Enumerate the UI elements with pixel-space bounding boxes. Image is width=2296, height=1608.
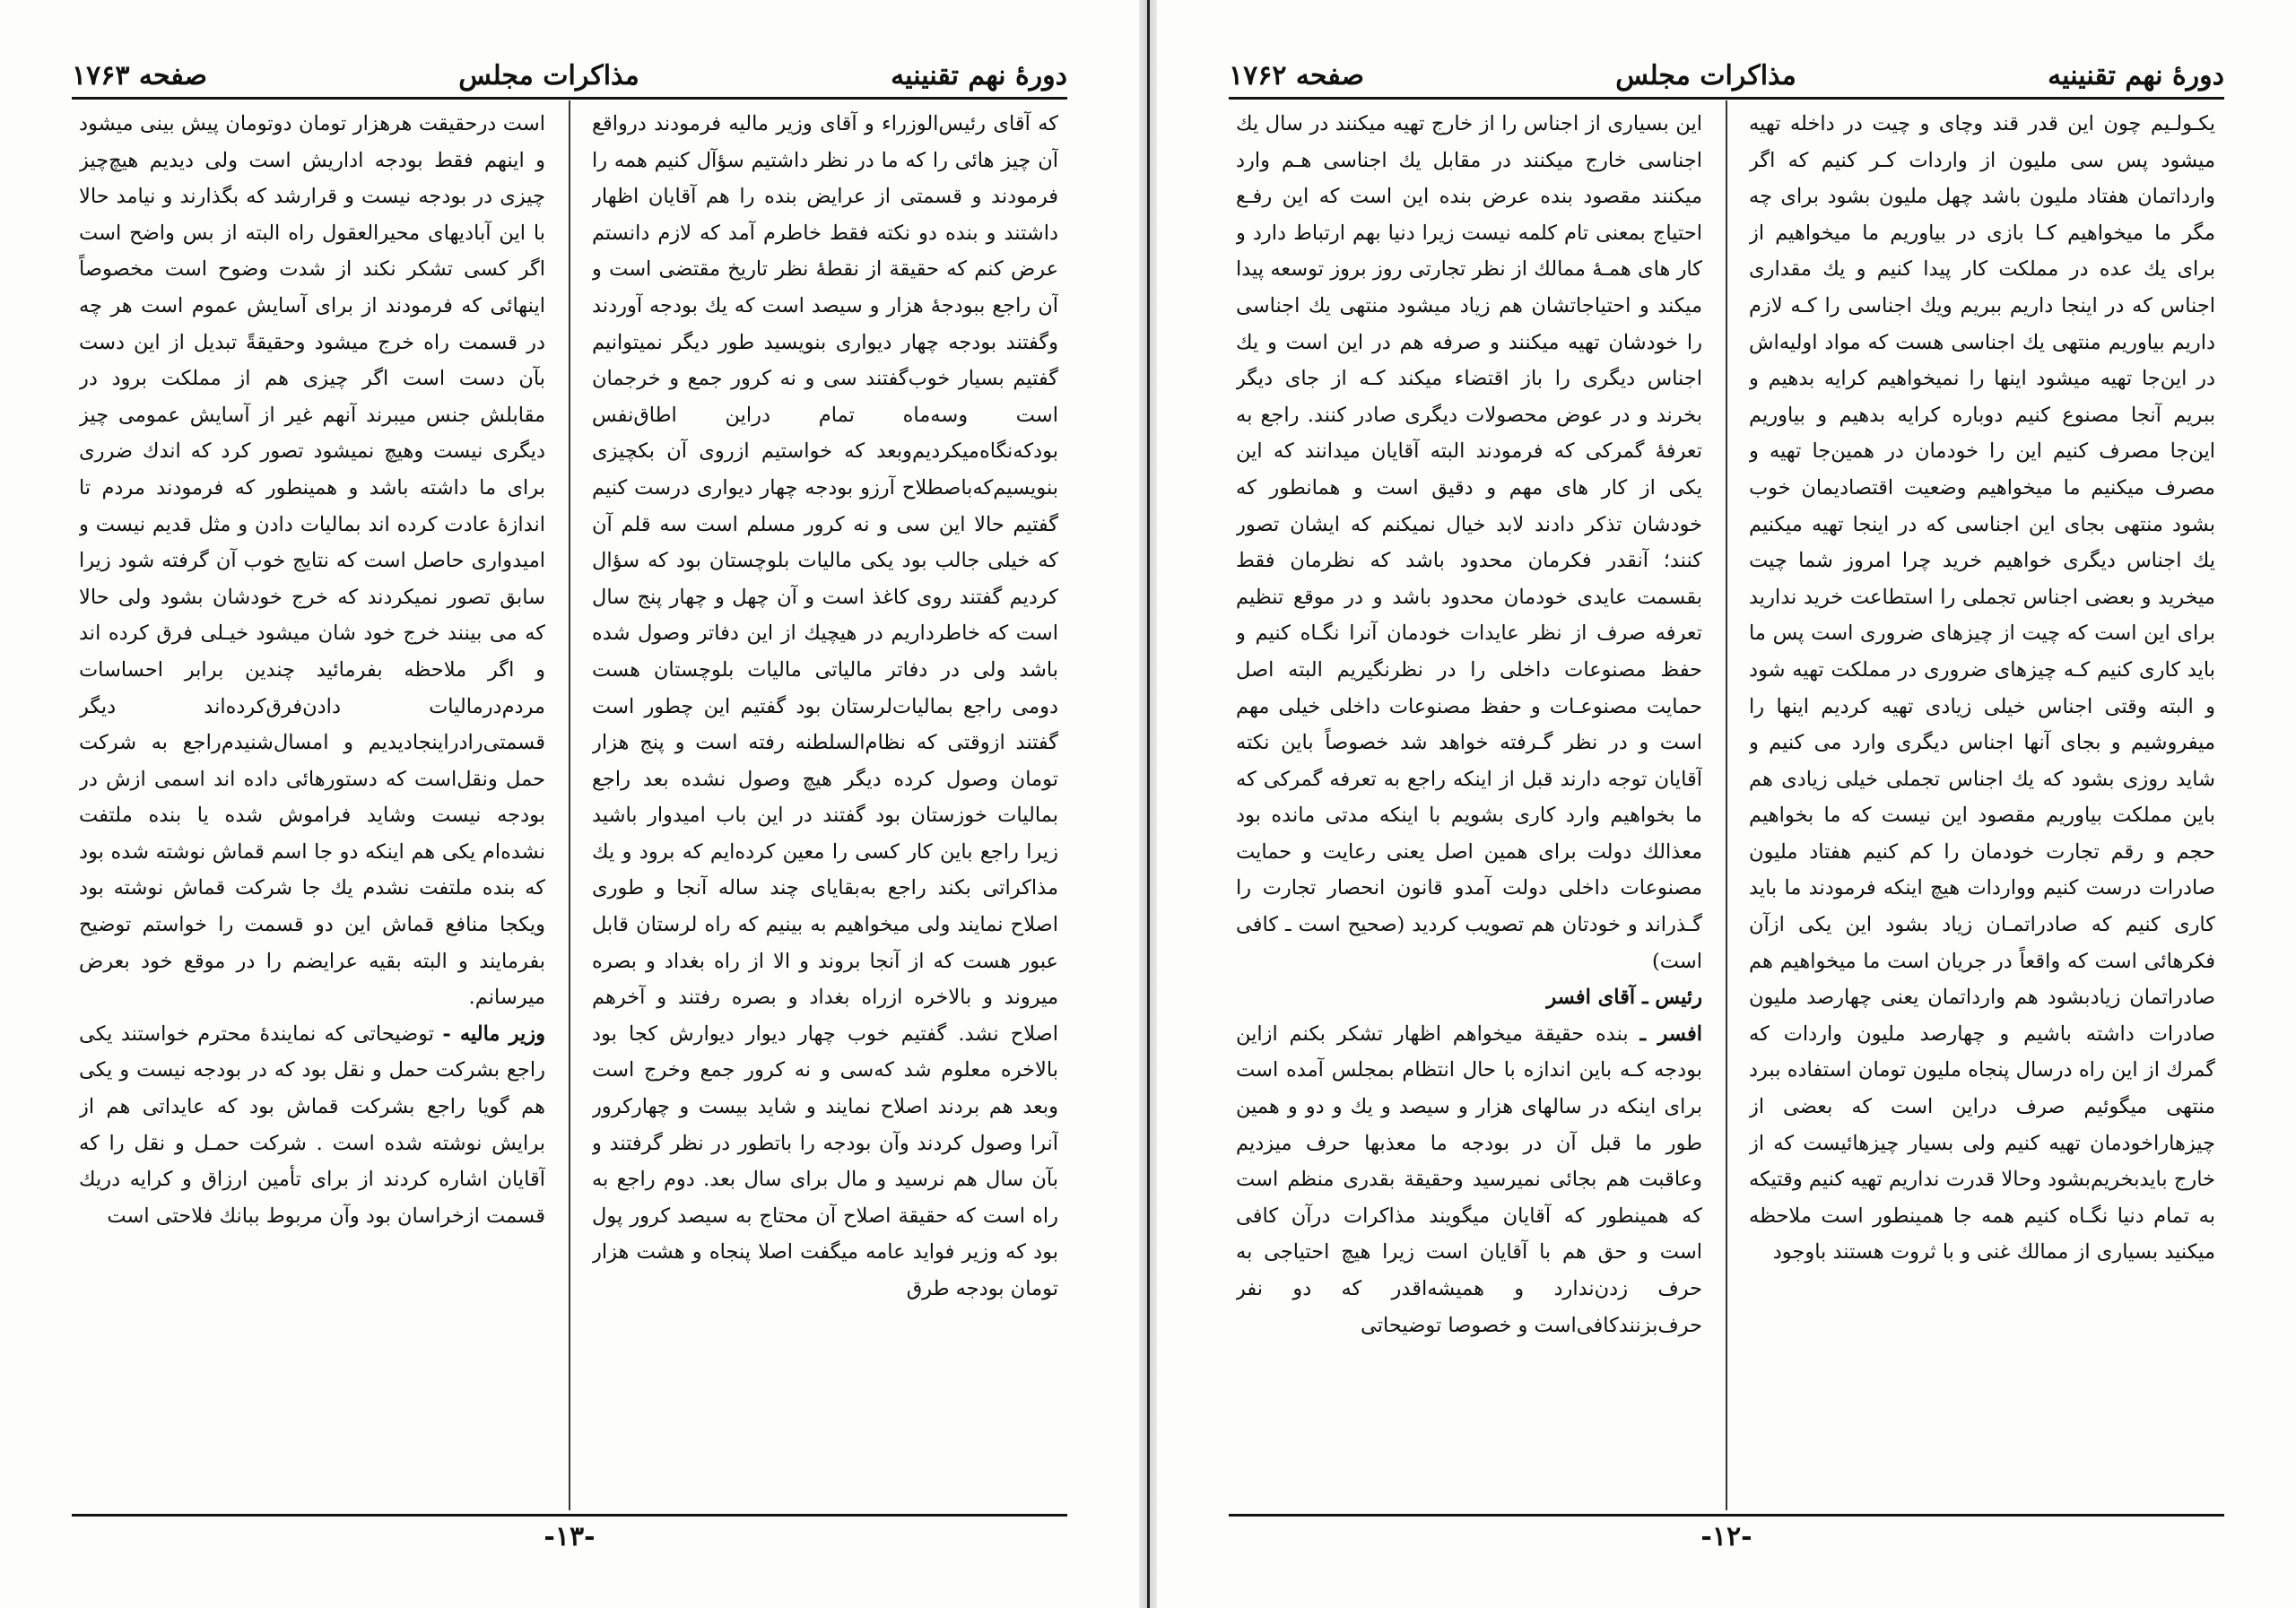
page-number-label: صفحه ۱۷۶۳ — [72, 59, 207, 91]
spine-line — [1147, 0, 1150, 1608]
column-text: كه آقاى رئيس‌الوزراء و آقاى وزير ماليه فرمودند درواقع آن چيز هائى را كه ما در نظر داشتيم سؤآل كنيم همه را فرمودند و قسمتى از عرايض بنده را هم آقايان اظهار داشتند و بنده دو نكته فقط خاطرم آمد كه لازم دانستم عرض كنم كه حقيقة از نقطهٔ نظر تاريخ مقتضى است و آن راجع ببودجهٔ هزار و سيصد است كه يك بودجه آوردند وگفتند بودجه چهار ديوارى بنويسيد طور ديگر نميتوانيم گفتيم بسيار خوب‌گفتند سى و نه كرور جمع و خرجمان است وسه‌ماه تمام دراين اطاق‌نفس بودكه‌نگاه‌ميكرديم‌وبعد كه خواستيم ازروى آن بكچيزى بنويسيم‌كه‌باصطلاح آرزو بودجه چهار ديوارى درست كنيم گفتيم حالا اين سى و نه كرور مسلم است سه قلم آن كه خيلى جالب بود يكى ماليات بلوچستان بود كه سؤال كرديم گفتند روى كاغذ است و آن چهل و چهار پنج سال است كه خاطرداريم در هيچيك از اين دفاتر وصول شده باشد ولى در دفاتر مالياتى ماليات بلوچستان هست دومى راجع بماليات‌لرستان بود گفتيم اين چطور است گفتند ازوقتى كه نظام‌السلطنه رفته است و پنج هزار تومان وصول كرده ديگر هيچ وصول نشده بعد راجع بماليات خوزستان بود گفتند در اين باب اميدوار باشيد زيرا راجع باين كار كسى را معين كرده‌ايم كه برود و يك مذاكراتى بكند راجع به‌بقاياى چند ساله آنجا و طورى اصلاح نمايند ولى ميخواهيم به بينيم كه راه لرستان قابل عبور هست كه از آنجا بروند و الا از راه بغداد و بصره ميروند و بالاخره ازراه بغداد و بصره رفتند و آخرهم اصلاح نشد. گفتيم خوب چهار ديوار ديوارش كجا بود بالاخره معلوم شد كه‌سى و نه كرور جمع وخرج است وبعد هم بردند اصلاح نمايند و شايد بيست و چهاركرور آنرا وصول كردند وآن بودجه را باتطور در نظر گرفتند و بآن سال هم نرسيد و مال براى سال بعد. دوم راجع به راه است كه حقيقة اصلاح آن محتاج به سيصد كرور پول بود كه وزير فوايد عامه ميگفت اصلا پنجاه و هشت هزار تومان بودجه طرق — [592, 112, 1058, 1300]
speech-paragraph — [1236, 1016, 1702, 1343]
column-text: است درحقيقت هرهزار تومان دوتومان پيش بينى ميشود و اينهم فقط بودجه اداريش است ولى ديديم هيچ‌چيز چيزى در بودجه نيست و قرارشد كه بگذارند و نيامد حالا با اين آباديهاى محيرالعقول راه البته از بس واضح است اگر كسى تشكر نكند از شدت وضوح است مخصوصاً اينهائى كه فرمودند از براى آسايش عموم است هر چه در قسمت راه خرج ميشود وحقيقةً تبديل از اين دست بآن دست است اگر چيزى هم از مملكت برود در مقابلش جنس ميبرند آنهم غير از آسايش عمومى چيز ديگرى نيست وهيچ نميشود تصور كرد كه اندك ضررى براى ما داشته باشد و همينطور كه فرمودند مردم تا اندازهٔ عادت كرده اند بماليات دادن و مثل قديم نيست و اميدوارى حاصل است كه نتايج خوب آن گرفته شود زيرا سابق تصور نميكردند كه خرج خودشان بشود ولى حالا كه مى بينند خرج خود شان ميشود خيـلى فرق كرده اند و اگر ملاحظه بفرمائيد چندين برابر احساسات مردم‌درماليات دادن‌فرق‌كرده‌اند ديگر قسمتى‌را‌دراينجاديديم و امسال‌شنيدم‌راجع به شركت حمل ونقل‌است كه دستورهائى داده اند اسمى ازش در بودجه نيست وشايد فراموش شده يا بنده ملتفت نشده‌ام يكى هم اينكه دو جا اسم قماش نوشته شده بود كه بنده ملتفت نشدم يك جا شركت قماش نوشته بود ويكجا منافع قماش اين دو قسمت را خواستم توضيح بفرمايند و البته بقيه عرايضم را در موقع خود بعرض ميرسانم. — [79, 112, 545, 1010]
speech-text: بنده حقيقة ميخواهم اظهار تشكر بكنم ازاين بودجه كـه باين اندازه با حال انتظام بمجلس آمده است براى اينكه در سالهاى هزار و سيصد و يك و دو و همين طور ما قبل آن در بودجه ما معذبها حرف ميزديم وعاقبت هم بجائى نميرسيد وحقيقة بقدرى منظم است كه همينطور كه آقايان ميگويند مذاكرات درآن كافى است و حق هم با آقايان است زيرا هيچ احتياجى به حرف زدن‌ندارد و هميشه‌اقدر كه دو نفر حرف‌بزنند‌كافى‌است و خصوصا توضيحاتى — [1236, 1021, 1702, 1337]
page-footer-number: -۱۲- — [1700, 1521, 1752, 1552]
session-label: دورهٔ نهم تقنينيه — [891, 59, 1067, 91]
column-divider — [1726, 100, 1727, 1510]
column-divider — [569, 100, 570, 1510]
speaker-heading — [1236, 979, 1702, 1016]
left-page-header — [72, 56, 1067, 95]
session-label: دورهٔ نهم تقنينيه — [2048, 59, 2224, 91]
running-title: مذاكرات مجلس — [1615, 59, 1796, 91]
speaker-name: افسر ـ — [1639, 1021, 1702, 1046]
column-text: يكـولـيم چون اين قدر قند وچاى و چيت در داخله تهيه ميشود پس سى مليون از واردات كـر كنيم كه اگر وارداتمان هفتاد مليون باشد چهل مليون بشود براى چه مگر ما ميخواهيم كـا بازى در بياوريم ما ميخواهيم از براى يك عده در مملكت كار پيدا كنيم و يك مقدارى اجناس كه در اينجا داريم ببريم ويك اجناسى را كـه لازم داريم بياوريم منتهى يك اجناسى هست كه مواد اوليه‌اش در اين‌جا تهيه ميشود اينها را نميخواهيم كرايه بدهيم و ببريم آنجا مصنوع كنيم دوباره كرايه بدهيم و بياوريم اين‌جا مصرف كنيم اين را خودمان در همين‌جا تهيه و مصرف ميكنيم ما ميخواهيم وضعيت اقتصاديمان خوب بشود منتهى بجاى اين اجناسى كه در اينجا تهيه ميكنيم يك اجناس ديگرى خواهيم خريد چرا امروز شما چيت ميخريد و بعضى اجناس تجملى را استطاعت خريد نداريد براى اين است كه چيت از چيزهاى ضرورى است پس ما بايد كارى كنيم كـه چيزهاى ضرورى در مملكت تهيه شود و البته وقتى اجناس خيلى زيادى تهيه كرديم اينها را ميفروشيم و بجاى آنها اجناس ديگرى وارد مى كنيم و شايد روزى بشود كه يك اجناس تجملى خيلى زيادى هم باين مملكت بياوريم مقصود اين نيست كه ما بخواهيم حجم و رقم تجارت خودمان را كم كنيم هفتاد مليون صادرات درست كنيم وواردات هيچ اينكه فرمودند ما بايد كارى كنيم كه صادراتمـان زياد بشود اين يكى ازآن فكرهائى است كه واقعاً در جريان است ما ميخواهيم هم صادراتمان زيادبشود هم وارداتمان يعنى چهارصد مليون صادرات داشته باشيم و چهارصد مليون واردات كه گمرك از اين راه درسال پنجاه مليون تومان استفاده ببرد منتهى ميگوئيم صرف دراين است كه بعضى از چيزهاراخودمان تهيه كنيم ولى بسيار چيزهائيست كه از خارج بايدبخريم‌بشود وحالا قدرت نداريم تهيه كنيم وقتيكه به تمام دنيا نگـاه كنيم همه جا همينطور است ملاحظه ميكنيد بسيارى از ممالك غنى و با ثروت هستند باوجود — [1749, 112, 2215, 1265]
left-page — [0, 0, 1139, 1608]
page-footer-number: -۱۳- — [544, 1521, 596, 1552]
page-number-label: صفحه ۱۷۶۲ — [1229, 59, 1364, 91]
footer-rule — [1229, 1514, 2224, 1517]
header-rule — [72, 97, 1067, 100]
speech-text: توضيحاتى كه نمايندهٔ محترم خواستند يكى راجع بشركت حمل و نقل بود كه در بودجه نيست و يكى هم گويا راجع بشركت قماش بود كه عايداتى هم از برايش نوشته شده است . شركت حمـل و نقل را كه آقايان اشاره كردند از براى تأمين ارزاق و كرايه دريك قسمت ازخراسان بود وآن مربوط ببانك فلاحتى است — [79, 1021, 545, 1228]
right-page — [1157, 0, 2296, 1608]
speaker-name: رئيس ـ آقاى افسر — [1546, 986, 1702, 1010]
speaker-name: وزير ماليه - — [442, 1021, 545, 1046]
left-page-column-left — [79, 106, 545, 1505]
footer-rule — [72, 1514, 1067, 1517]
running-title: مذاكرات مجلس — [458, 59, 639, 91]
right-page-column-left — [1236, 106, 1702, 1505]
right-page-header — [1229, 56, 2224, 95]
column-text: اين بسيارى از اجناس را از خارج تهيه ميكنند در سال يك اجناسى خارج ميكنند در مقابل يك اجناسى هـم وارد ميكنند مقصود بنده عرض بنده اين است كه اين رفـع احتياج بمعنى تام كلمه نيست زيرا دنيا بهم ارتباط دارد و كار هاى همـهٔ ممالك از نظر تجارتى روز بروز توسعه پيدا ميكند و احتياجاتشان هم زياد ميشود منتهى يك اجناسى را خودشان تهيه ميكنند و صرفه هم در اين است و يك اجناس ديگرى را باز اقتضاء ميكند كـه از جاى ديگر بخرند و در عوض محصولات ديگرى صادر كنند. راجع به تعرفهٔ گمركى كه فرمودند البته آقايان ميدانند كه اين يكى از كار هاى مهم و دقيق است و همانطور كه خودشان تذكر دادند لابد خيال نميكنم كه ايشان تصور كنند؛ آنقدر فكرمان محدود باشد كه نظرمان فقط بقسمت عايدى خودمان محدود باشد و در موقع تنظيم تعرفه صرف از نظر عايدات خودمان آنرا نگـاه كنيم و حفظ مصنوعات داخلى را در نظرنگيريم البته اصل حمايت مصنوعـات و حفظ مصنوعات داخلى خيلى مهم است و در نظر گـرفته خواهد شد خصوصاً باين نكته آقايان توجه دارند قبل از اينكه راجع به تعرفه گمركى كه ما بخواهيم وارد كارى بشويم با اينكه مدتى مانده بود معذالك دولت براى همين اصل يعنى رعايت و حمايت مصنوعات داخلى دولت آمدو قانون انحصار تجارت را گـذراند و خودتان هم تصويب كرديد (صحيح است ـ كافى است) — [1236, 112, 1702, 973]
left-page-column-right — [592, 106, 1058, 1505]
header-rule — [1229, 97, 2224, 100]
right-page-column-right — [1749, 106, 2215, 1505]
speech-paragraph — [79, 1016, 545, 1235]
